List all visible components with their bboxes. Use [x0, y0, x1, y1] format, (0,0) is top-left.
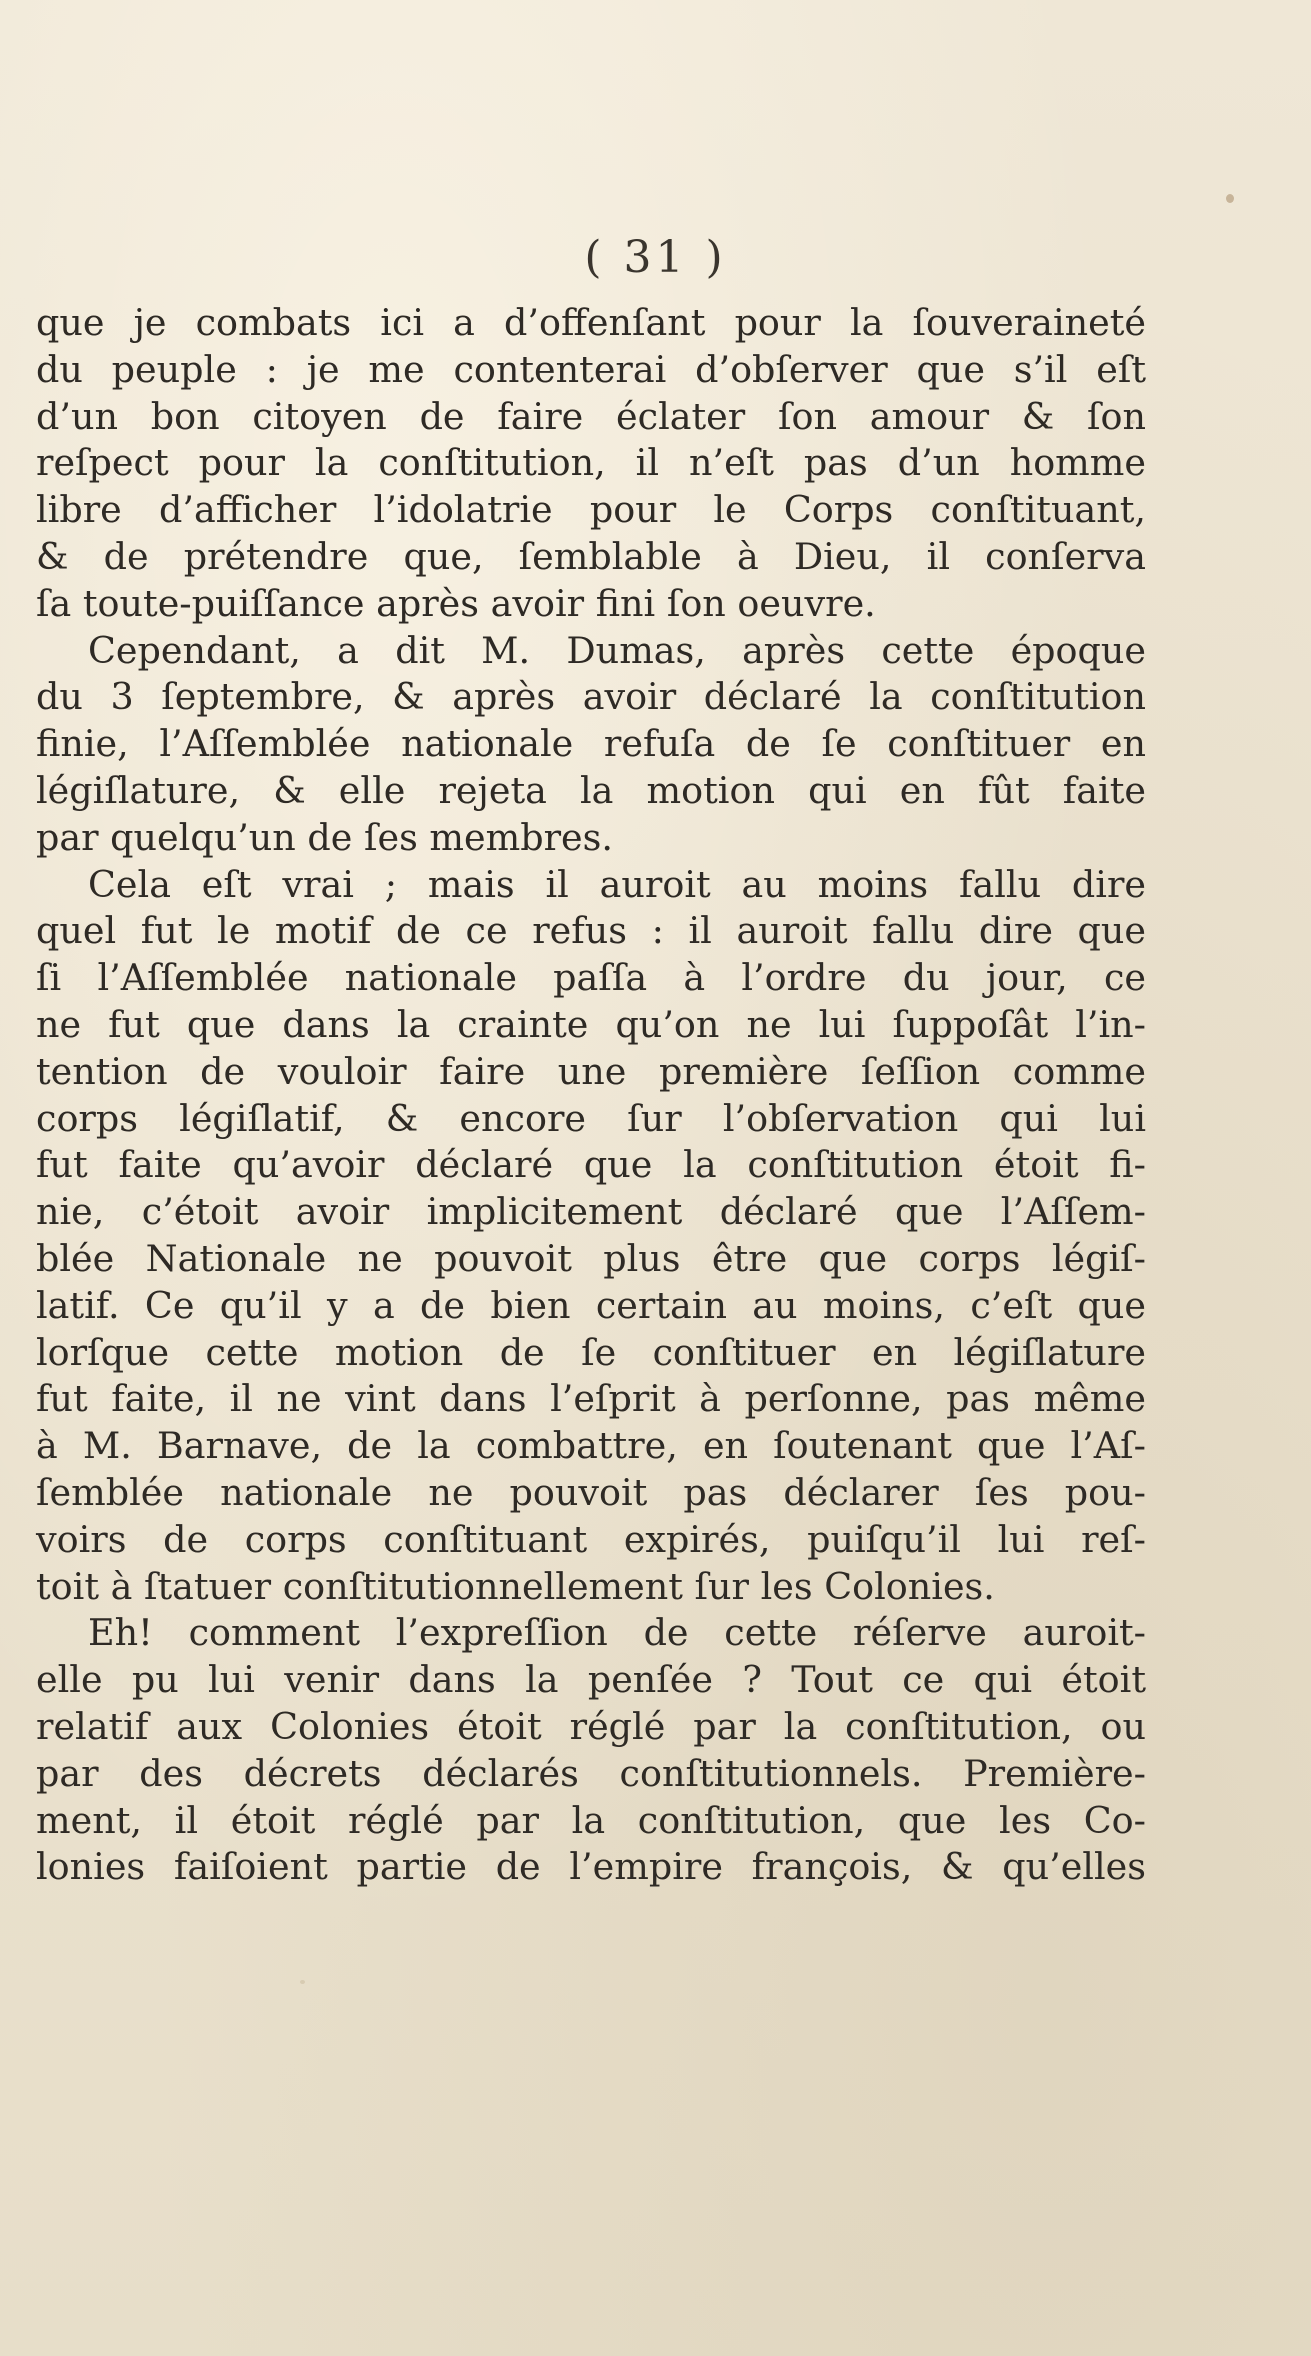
- ink-spot: [300, 1980, 305, 1984]
- text-line: fut faite qu’avoir déclaré que la conſtitution étoit fi-: [36, 1143, 1146, 1187]
- text-line: relatif aux Colonies étoit réglé par la conſtitution, ou: [36, 1704, 1146, 1748]
- text-line: Cependant, a dit M. Dumas, après cette époque: [88, 628, 1146, 672]
- text-line: corps légiſlatif, & encore ſur l’obſervation qui lui: [36, 1096, 1146, 1140]
- text-line: & de prétendre que, ſemblable à Dieu, il conſerva: [36, 534, 1146, 578]
- text-line: que je combats ici a d’offenſant pour la ſouveraineté: [36, 301, 1146, 344]
- text-line: blée Nationale ne pouvoit plus être que corps légiſ-: [36, 1236, 1146, 1280]
- text-line: ment, il étoit réglé par la conſtitution, que les Co-: [36, 1798, 1146, 1842]
- text-line: lorſque cette motion de ſe conſtituer en légiſlature: [36, 1330, 1146, 1374]
- text-line: par quelqu’un de ſes membres.: [36, 815, 613, 859]
- text-line: Eh! comment l’expreſſion de cette réſerve auroit-: [88, 1611, 1146, 1655]
- text-line: ſa toute-puiſſance après avoir fini ſon oeuvre.: [36, 581, 876, 625]
- text-line: du peuple : je me contenterai d’obſerver que s’il eſt: [36, 347, 1146, 391]
- text-line: fut faite, il ne vint dans l’eſprit à perſonne, pas même: [36, 1377, 1146, 1421]
- text-line: nie, c’étoit avoir implicitement déclaré que l’Aſſem-: [36, 1190, 1146, 1234]
- text-line: tention de vouloir faire une première ſeſſion comme: [36, 1049, 1146, 1093]
- text-line: du 3 ſeptembre, & après avoir déclaré la conſtitution: [36, 675, 1146, 719]
- text-line: par des décrets déclarés conſtitutionnels. Premièrе-: [36, 1751, 1146, 1795]
- text-line: légiſlature, & elle rejeta la motion qui en fût faite: [36, 768, 1146, 812]
- text-line: latif. Ce qu’il y a de bien certain au moins, c’eſt que: [36, 1283, 1146, 1327]
- text-line: voirs de corps conſtituant expirés, puiſqu’il lui reſ-: [36, 1517, 1146, 1561]
- text-line: libre d’afficher l’idolatrie pour le Corps conſtituant,: [36, 488, 1146, 532]
- text-line: quel fut le motif de ce refus : il auroit fallu dire que: [36, 909, 1146, 953]
- body-text: [36, 300, 1146, 1891]
- text-line: ſemblée nationale ne pouvoit pas déclarer ſes pou-: [36, 1470, 1146, 1514]
- text-line: elle pu lui venir dans la penſée ? Tout ce qui étoit: [36, 1658, 1146, 1702]
- text-line: ſi l’Aſſemblée nationale paſſa à l’ordre du jour, ce: [36, 956, 1146, 1000]
- text-line: d’un bon citoyen de faire éclater ſon amour & ſon: [36, 394, 1146, 438]
- text-line: Cela eſt vrai ; mais il auroit au moins fallu dire: [88, 862, 1146, 906]
- ink-spot: [1226, 194, 1234, 203]
- page-number: ( 31 ): [584, 232, 727, 283]
- text-line: à M. Barnave, de la combattre, en ſoutenant que l’Aſ-: [36, 1424, 1146, 1468]
- text-line: reſpect pour la conſtitution, il n’eſt pas d’un homme: [36, 441, 1146, 485]
- text-line: ne fut que dans la crainte qu’on ne lui ſuppoſât l’in-: [36, 1002, 1146, 1046]
- text-line: finie, l’Aſſemblée nationale refuſa de ſe conſtituer en: [36, 722, 1146, 766]
- text-line: toit à ſtatuer conſtitutionnellement ſur les Colonies.: [36, 1564, 995, 1608]
- text-line: lonies faiſoient partie de l’empire françois, & qu’elles: [36, 1845, 1146, 1889]
